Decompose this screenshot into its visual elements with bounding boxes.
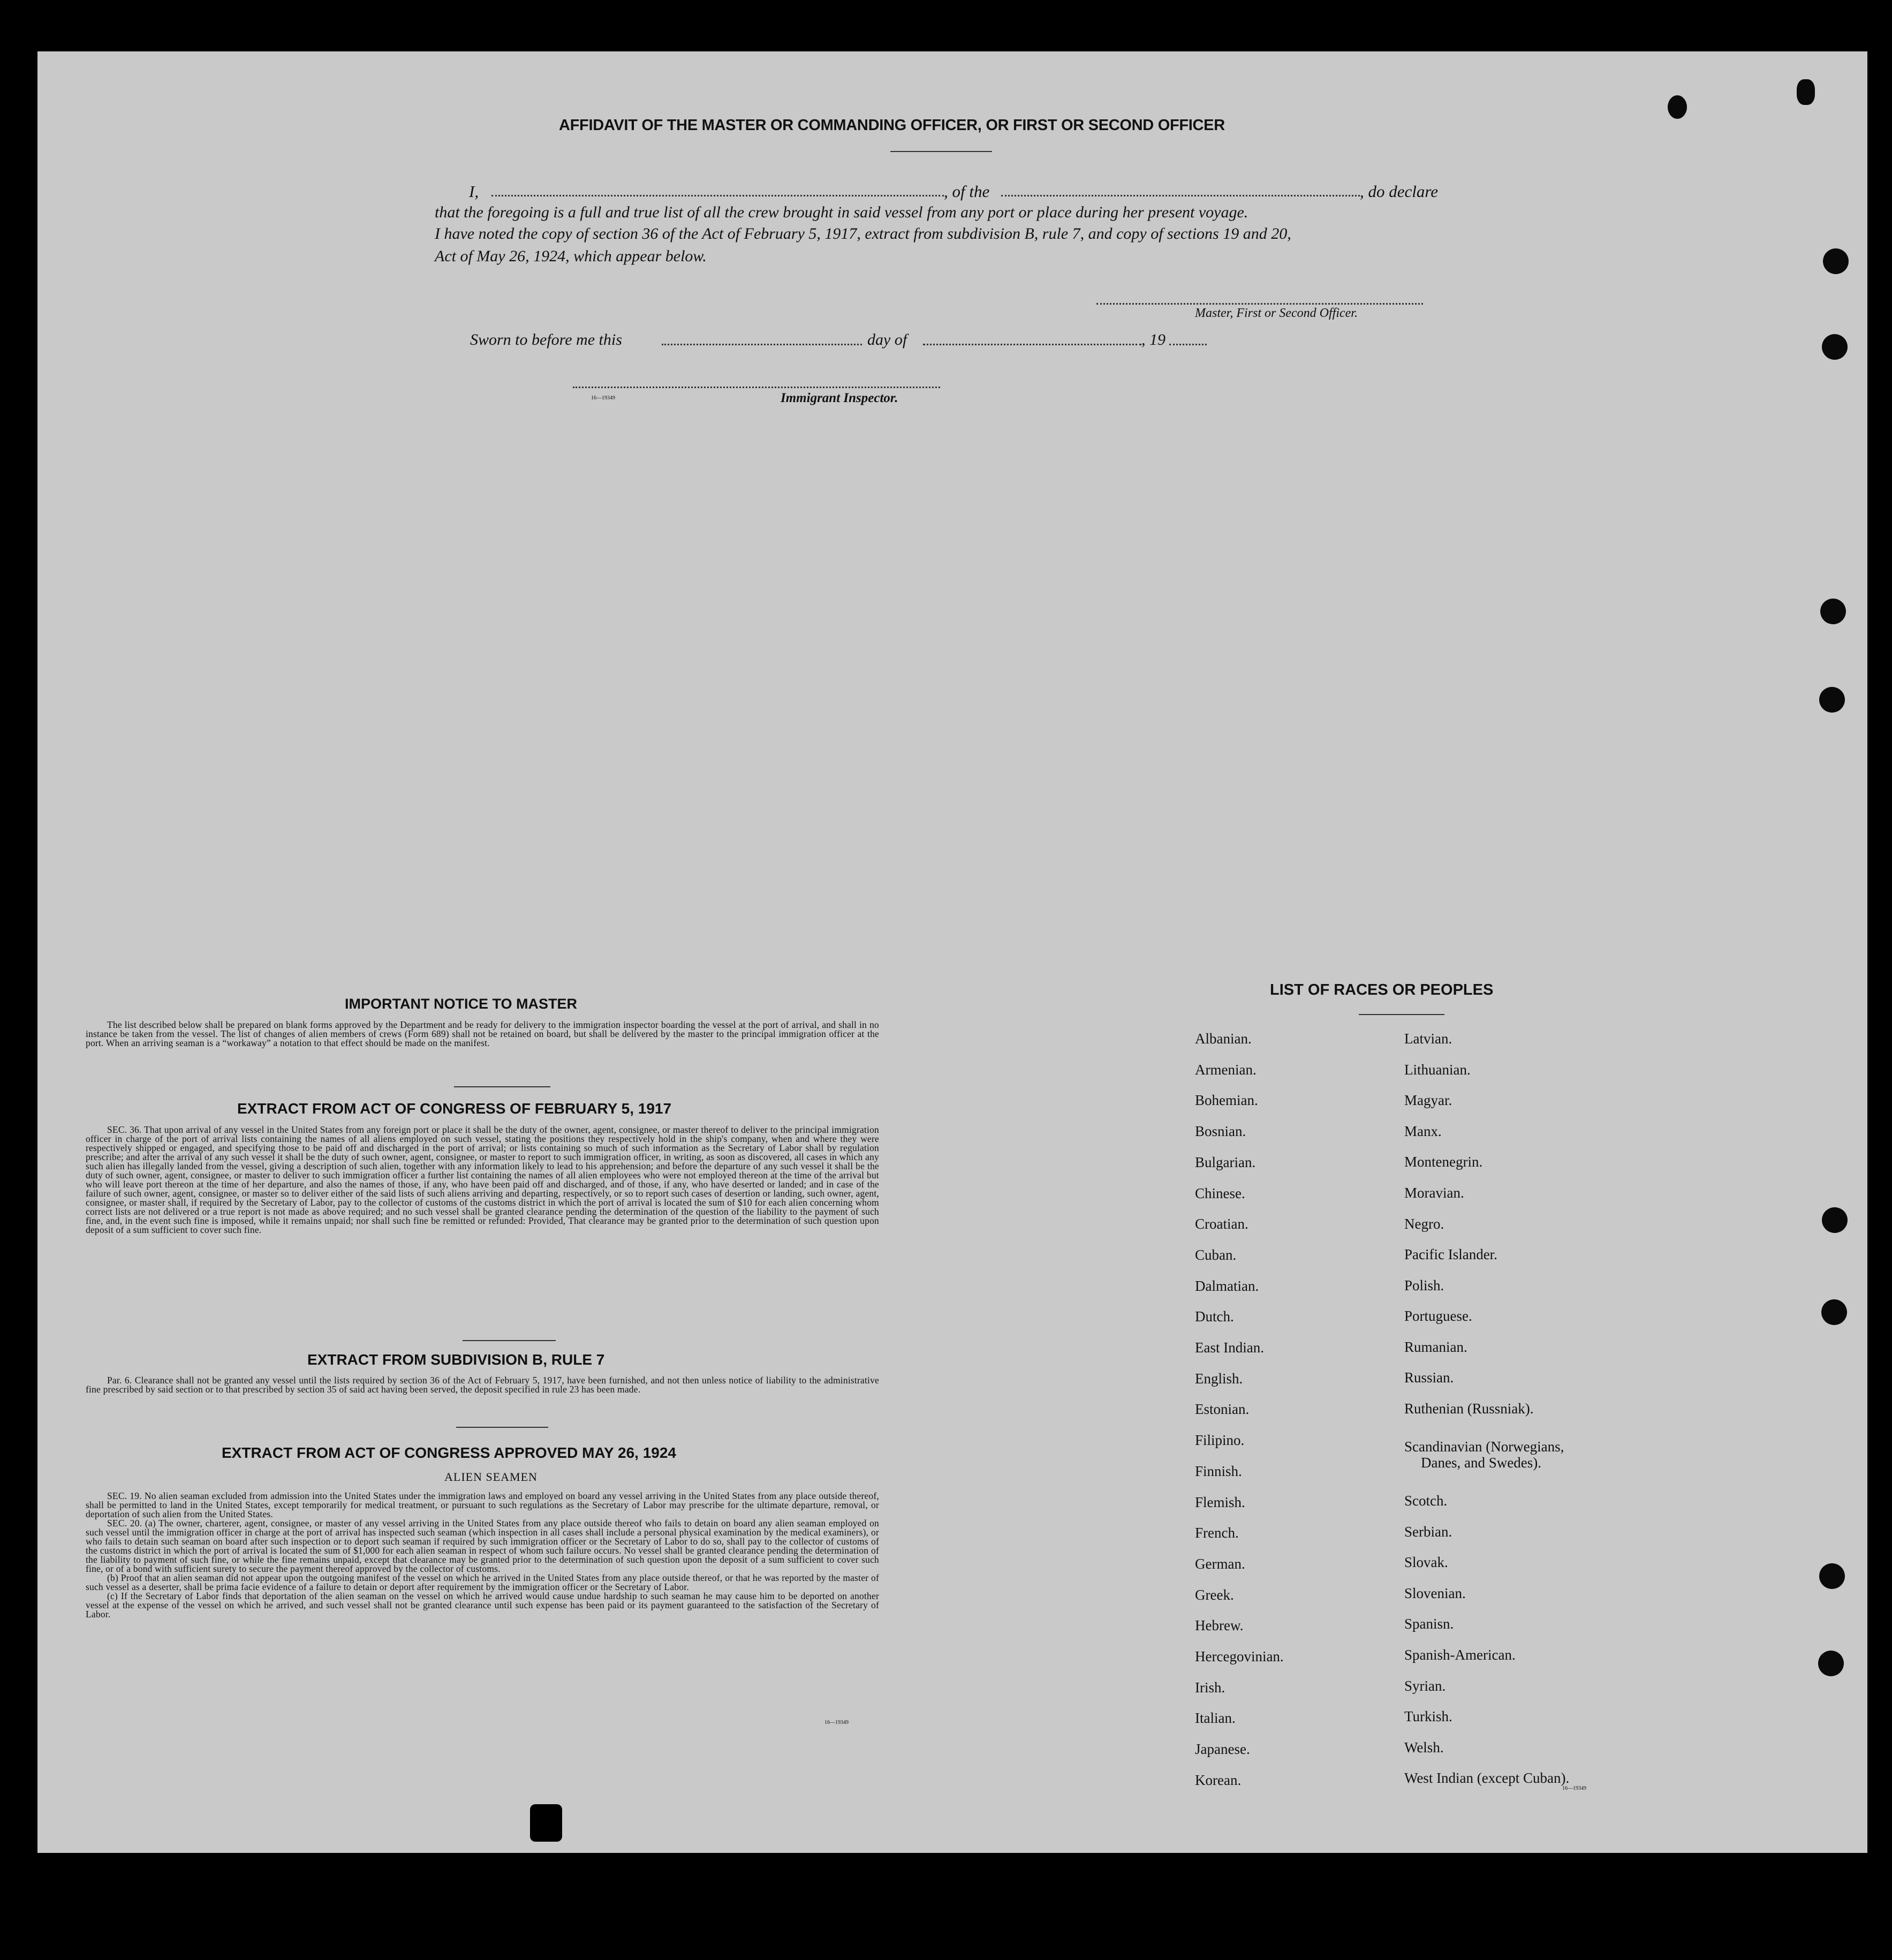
divider	[890, 151, 992, 152]
race-item: Hercegovinian.	[1195, 1648, 1284, 1664]
master-signature-line[interactable]	[1096, 303, 1423, 305]
race-item: Slovenian.	[1404, 1585, 1466, 1601]
race-item: English.	[1195, 1370, 1243, 1387]
race-item: German.	[1195, 1555, 1245, 1572]
race-item: Scandinavian (Norwegians,	[1404, 1439, 1564, 1455]
race-item: Filipino.	[1195, 1432, 1245, 1449]
notice-text: The list described below shall be prepared on blank forms approved by the Department and be ready for delivery to the immigration inspector boarding the vessel at the port of arrival, and shall in no instance be taken from the vessel. The list of changes of alien members of crews (Form 689) shall not be retained on board, but shall be delivered by the master to the principal immigration officer at the port. When an arriving seaman is a “workaway” a notation to that effect should be made on the manifest.	[86, 1019, 879, 1048]
race-item: Polish.	[1404, 1277, 1444, 1293]
race-item: Russian.	[1404, 1369, 1454, 1386]
rule-7-title: EXTRACT FROM SUBDIVISION B, RULE 7	[307, 1351, 605, 1368]
sec-20b-text: (b) Proof that an alien seaman did not appear upon the outgoing manifest of the vessel on which he arrived in the United States from any place outside thereof, or that he was reported by the master of such vessel as a deserter, shall be prima facie evidence of a failure to detain or deport after requirement by the immigration officer or the Secretary of Labor.	[86, 1572, 879, 1592]
affidavit-line-3: I have noted the copy of section 36 of the Act of February 5, 1917, extract from subdivision B, rule 7, and copy of sections 19 and 20,	[435, 225, 1291, 243]
affidavit-of-the: , of the	[944, 182, 990, 201]
race-item: Syrian.	[1404, 1678, 1446, 1694]
race-item: Turkish.	[1404, 1708, 1452, 1724]
race-item: Cuban.	[1195, 1246, 1237, 1263]
race-item: Bosnian.	[1195, 1123, 1246, 1140]
race-item: Dutch.	[1195, 1308, 1234, 1325]
race-item: Pacific Islander.	[1404, 1246, 1497, 1262]
race-item: Croatian.	[1195, 1216, 1248, 1232]
race-item: Spanish-American.	[1404, 1647, 1516, 1663]
punch-hole	[1819, 687, 1845, 713]
inspector-signature-line[interactable]	[573, 387, 940, 388]
punch-hole	[1797, 79, 1815, 105]
punch-hole	[1818, 1651, 1844, 1676]
punch-hole	[1823, 248, 1849, 274]
race-item: Portuguese.	[1404, 1308, 1472, 1324]
race-item: Spanisn.	[1404, 1616, 1454, 1632]
race-item: Chinese.	[1195, 1185, 1245, 1201]
divider	[454, 1086, 550, 1087]
race-item: Scotch.	[1404, 1493, 1448, 1509]
race-item: Ruthenian (Russniak).	[1404, 1401, 1534, 1417]
race-item: Welsh.	[1404, 1739, 1444, 1755]
form-number: 16—19349	[1562, 1785, 1586, 1791]
race-item: Magyar.	[1404, 1092, 1452, 1108]
vessel-blank[interactable]	[1001, 195, 1360, 196]
race-item: Lithuanian.	[1404, 1062, 1471, 1078]
race-item: Rumanian.	[1404, 1339, 1467, 1355]
race-item: Serbian.	[1404, 1524, 1452, 1540]
punch-hole	[1668, 95, 1687, 119]
affidavit-line-4: Act of May 26, 1924, which appear below.	[435, 247, 707, 265]
race-item: Armenian.	[1195, 1061, 1257, 1078]
race-item: Albanian.	[1195, 1031, 1252, 1047]
form-number: 16—19349	[591, 395, 615, 401]
race-item: Japanese.	[1195, 1741, 1250, 1758]
name-blank[interactable]	[491, 195, 944, 196]
punch-hole	[1821, 1299, 1847, 1325]
notice-body	[86, 1020, 879, 1048]
race-item: Greek.	[1195, 1586, 1234, 1603]
extract-1917-text: SEC. 36. That upon arrival of any vessel in the United States from any foreign port or place it shall be the duty of the owner, agent, consignee, or master thereof to deliver to the principal immigration officer in charge of the port of arrival lists containing the names of all aliens employed on such vessel, stating the positions they respectively hold in the ship's company, when and where they were respectively shipped or engaged, and specifying those to be paid off and discharged in the port of arrival; or lists containing so much of such information as the Secretary of Labor shall by regulation prescribe; and after the arrival of any such vessel it shall be the duty of such owner, agent, consignee, or master to report to such immigration officer, in writing, as soon as discovered, all cases in which any such alien has illegally landed from the vessel, giving a description of such alien, together with any information likely to lead to his apprehension; and before the departure of any such vessel it shall be the duty of such owner, agent, consignee, or master to deliver to such immigration officer a further list containing the names of all alien employees who were not employed thereon at the time of the arrival but who will leave port thereon at the time of her departure, and also the names of those, if any, who have been paid off and discharged, and of those, if any, who have deserted or landed; and in case of the failure of such owner, agent, consignee, or master so to deliver either of the said lists of such aliens arriving and departing, respectively, or so to report such cases of desertion or landing, such owner, agent, consignee, or master shall, if required by the Secretary of Labor, pay to the collector of customs of the customs district in which the port of arrival is located the sum of $10 for each alien concerning whom correct lists are not delivered or a true report is not made as above required; and no such vessel shall be granted clearance pending the determination of the question of the liability to the payment of such fine, and, in the event such fine is imposed, while it remains unpaid; nor shall such fine be remitted or refunded: Provided, That clearance may be granted prior to the determination of such question upon deposit of a sum sufficient to cover such fine.	[86, 1124, 879, 1235]
sworn-day-blank[interactable]	[662, 344, 862, 345]
race-item: Flemish.	[1195, 1494, 1245, 1510]
rule-7-body	[86, 1376, 879, 1394]
inspector-label: Immigrant Inspector.	[781, 391, 898, 405]
affidavit-line-2: that the foregoing is a full and true list of all the crew brought in said vessel from any port or place during her present voyage.	[435, 203, 1248, 221]
sec-19-text: SEC. 19. No alien seaman excluded from admission into the United States under the immigration laws and employed on board any vessel arriving in the United States from any place outside thereof, shall be permitted to land in the United States, except temporarily for medical treatment, or pursuant to such regulations as the Secretary of Labor may prescribe for the ultimate departure, removal, or deportation of such alien from the United States.	[86, 1490, 879, 1519]
day-of-label: day of	[867, 331, 907, 349]
race-item: Bohemian.	[1195, 1092, 1258, 1109]
rule-7-text: Par. 6. Clearance shall not be granted any vessel until the lists required by section 36 of the Act of February 5, 1917, have been furnished, and not then unless notice of liability to the administrative fine prescribed by said section or to that prescribed by section 35 of said act having been served, the deposit specified in rule 23 has been made.	[86, 1375, 879, 1395]
race-item: West Indian (except Cuban).	[1404, 1770, 1570, 1786]
punch-hole	[1822, 334, 1848, 360]
race-item: Danes, and Swedes).	[1421, 1455, 1541, 1471]
year-label: , 19	[1141, 331, 1166, 349]
race-item: Montenegrin.	[1404, 1154, 1483, 1170]
affidavit-title: AFFIDAVIT OF THE MASTER OR COMMANDING OFFICER, OR FIRST OR SECOND OFFICER	[559, 117, 1225, 134]
divider	[1359, 1014, 1444, 1015]
race-item: Latvian.	[1404, 1031, 1452, 1047]
punch-hole	[1822, 1207, 1848, 1233]
race-item: Bulgarian.	[1195, 1154, 1256, 1170]
divider	[456, 1427, 548, 1428]
sec-20c-text: (c) If the Secretary of Labor finds that deportation of the alien seaman on the vessel on which he arrived would cause undue hardship to such seaman he may cause him to be deported on another vessel at the expense of the vessel on which he arrived, and such vessel shall not be granted clearance until such expense has been paid or its payment guaranteed to the satisfaction of the Secretary of Labor.	[86, 1591, 879, 1620]
master-signature-label: Master, First or Second Officer.	[1195, 306, 1358, 320]
punch-hole	[1819, 1563, 1845, 1589]
form-number: 16—19349	[824, 1720, 849, 1726]
sworn-label: Sworn to before me this	[470, 331, 622, 349]
race-item: Korean.	[1195, 1772, 1242, 1788]
damage-mark	[530, 1804, 562, 1842]
race-item: Irish.	[1195, 1679, 1225, 1696]
race-item: Slovak.	[1404, 1554, 1448, 1570]
race-item: Hebrew.	[1195, 1617, 1244, 1634]
race-item: Manx.	[1404, 1123, 1442, 1139]
race-item: East Indian.	[1195, 1340, 1264, 1356]
race-item: French.	[1195, 1525, 1239, 1541]
notice-title: IMPORTANT NOTICE TO MASTER	[345, 996, 577, 1012]
extract-1924-body	[86, 1492, 879, 1619]
year-blank[interactable]	[1169, 344, 1207, 345]
race-item: Dalmatian.	[1195, 1277, 1259, 1294]
race-item: Estonian.	[1195, 1401, 1250, 1418]
affidavit-i: I,	[469, 182, 479, 201]
extract-1924-title: EXTRACT FROM ACT OF CONGRESS APPROVED MAY 26, 1924	[222, 1444, 676, 1461]
race-item: Italian.	[1195, 1710, 1236, 1727]
extract-1917-body	[86, 1125, 879, 1235]
race-item: Negro.	[1404, 1216, 1444, 1232]
race-item: Moravian.	[1404, 1185, 1464, 1201]
punch-hole	[1820, 599, 1846, 624]
affidavit-do-declare: , do declare	[1360, 182, 1439, 201]
alien-seamen-heading: ALIEN SEAMEN	[444, 1470, 538, 1484]
sec-20a-text: SEC. 20. (a) The owner, charterer, agent, consignee, or master of any vessel arriving in the United States from any place outside thereof who fails to detain on board any alien seaman employed on such vessel until the immigration officer in charge at the port of arrival has inspected such seaman (which inspection in all cases shall include a personal physical examination by the medical examiners), or who fails to detain such seaman on board after such inspection or to deport such seaman if required by such immigration officer or the Secretary of Labor to do so, shall pay to the collector of customs of the customs district in which the port of arrival is located the sum of $1,000 for each alien seaman in respect of whom such failure occurs. No vessel shall be granted clearance pending the determination of the liability to payment of such fine, or while the fine remains unpaid, except that clearance may be granted prior to the determination of such question upon the deposit of a sum sufficient to cover such fine, or of a bond with sufficient surety to secure the payment thereof approved by the collector of customs.	[86, 1518, 879, 1574]
races-title: LIST OF RACES OR PEOPLES	[1270, 981, 1494, 998]
divider	[463, 1340, 556, 1341]
sworn-month-blank[interactable]	[923, 344, 1141, 345]
extract-1917-title: EXTRACT FROM ACT OF CONGRESS OF FEBRUARY 5, 1917	[237, 1100, 672, 1117]
race-item: Finnish.	[1195, 1463, 1242, 1479]
